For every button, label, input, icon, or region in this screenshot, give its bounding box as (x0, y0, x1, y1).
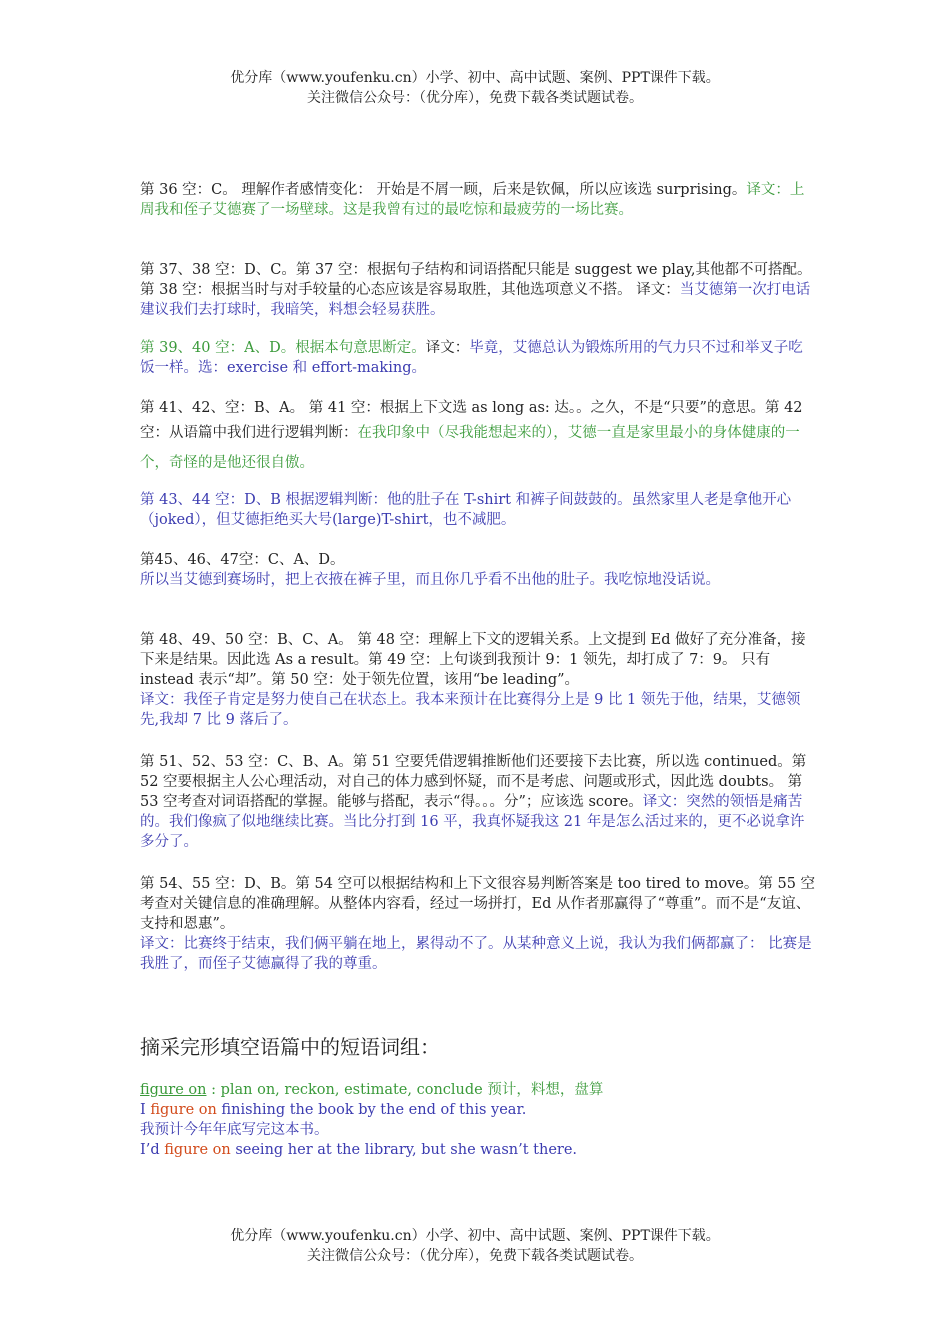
analysis-text: 第 48、49、50 空：B、C、A。 第 48 空：理解上下文的逻辑关系。上文提到 Ed 做好了充分准备，接下来是结果。因此选 As a result。第 49 空：上句谈到我预计 9：1 领先，却打成了 7：9。 只有 instead 表示“却”。第 50 空：处于领先位置，该用“be leading”。 (140, 632, 806, 688)
paragraph-43-44 (140, 490, 816, 530)
phrase-definition-line (140, 1080, 816, 1100)
example-1-translation: 我预计今年年底写完这本书。 (140, 1122, 329, 1138)
example-1-keyword: figure on (150, 1102, 217, 1118)
translation-text: 毕竟，艾德总认为锻炼所用的气力只不过和举叉子吃饭一样。选：exercise 和 effort-making。 (140, 340, 803, 376)
example-2-keyword: figure on (164, 1142, 231, 1158)
phrase-term: figure on (140, 1082, 207, 1098)
translation-label: 译文： (425, 340, 470, 356)
example-2-suffix: seeing her at the library, but she wasn’t there. (230, 1142, 578, 1158)
header-line-2: 关注微信公众号：（优分库），免费下载各类试题试卷。 (307, 90, 643, 106)
paragraph-36 (140, 180, 816, 220)
footer-line-1: 优分库（www.youfenku.cn）小学、初中、高中试题、案例、PPT课件下载。 (230, 1228, 720, 1244)
analysis-text: 第 43、44 空：D、B 根据逻辑判断： (140, 492, 388, 508)
analysis-text: 第 41、42、空：B、A。 第 41 空：根据上下文选 as long as: 达。。之久，不是“只要”的意思。第 42 空：从语篇中我们进行逻辑判断： (140, 400, 803, 441)
example-1-suffix: finishing the book by the end of this year. (216, 1102, 527, 1118)
paragraph-45-47 (140, 550, 816, 590)
phrase-definition: : plan on, reckon, estimate, conclude 预计，料想，盘算 (206, 1082, 604, 1098)
paragraph-41-42 (140, 398, 816, 478)
translation-text: 在我印象中（尽我能想起来的），艾德一直是家里最小的身体健康的一个，奇怪的是他还很自傲。 (140, 425, 800, 471)
analysis-text: 第 51、52、53 空：C、B、A。第 51 空要凭借逻辑推断他们还要接下去比赛，所以选 continued。第 52 空要根据主人公心理活动，对自己的体力感到怀疑，而不是考虑、问题或形式，因此选 doubts。 第 53 空考查对词语搭配的掌握。能够与搭配，表示“得。。。分”；应该选 score。 (140, 754, 807, 810)
analysis-text: 第 39、40 空：A、D。根据本句意思断定。 (140, 340, 426, 356)
analysis-text: 第45、46、47空：C、A、D。 (140, 552, 345, 568)
example-1 (140, 1100, 816, 1120)
translation-text: 所以当艾德到赛场时，把上衣掖在裤子里，而且你几乎看不出他的肚子。我吃惊地没话说。 (140, 572, 720, 588)
translation-text: 译文：突然的领悟是痛苦的。我们像疯了似地继续比赛。当比分打到 16 平，我真怀疑我这 21 年是怎么活过来的，更不必说拿许多分了。 (140, 794, 805, 850)
section-title: 摘采完形填空语篇中的短语词组： (140, 1035, 440, 1059)
translation-text: 译文：上周我和侄子艾德赛了一场壁球。这是我曾有过的最吃惊和最疲劳的一场比赛。 (140, 182, 805, 218)
paragraph-39-40 (140, 338, 816, 378)
example-2 (140, 1140, 816, 1160)
translation-text: 他的肚子在 T-shirt 和裤子间鼓鼓的。虽然家里人老是拿他开心（joked），但艾德拒绝买大号(large)T-shirt，也不减肥。 (140, 492, 792, 528)
phrase-block (140, 1080, 816, 1160)
footer-line-2: 关注微信公众号：（优分库），免费下载各类试题试卷。 (307, 1248, 643, 1264)
analysis-text: 第 37、38 空：D、C。第 37 空：根据句子结构和词语搭配只能是 suggest we play,其他都不可搭配。第 38 空：根据当时与对手较量的心态应该是容易取胜，其他选项意义不搭。 译文： (140, 262, 812, 298)
example-2-prefix: I’d (140, 1142, 165, 1158)
translation-text: 当艾德第一次打电话建议我们去打球时，我暗笑，料想会轻易获胜。 (140, 282, 811, 318)
paragraph-48-50 (140, 630, 816, 730)
paragraph-37-38 (140, 260, 816, 320)
example-1-prefix: I (140, 1102, 151, 1118)
page-header (0, 68, 950, 108)
header-line-1: 优分库（www.youfenku.cn）小学、初中、高中试题、案例、PPT课件下载。 (230, 70, 720, 86)
page-footer (0, 1226, 950, 1266)
analysis-text: 第 36 空：C。 理解作者感情变化： 开始是不屑一顾，后来是钦佩，所以应该选 surprising。 (140, 182, 747, 198)
paragraph-51-53 (140, 752, 816, 852)
paragraph-54-55 (140, 874, 816, 974)
analysis-text: 第 54、55 空：D、B。第 54 空可以根据结构和上下文很容易判断答案是 too tired to move。第 55 空考查对关键信息的准确理解。从整体内容看，经过一场拼打，Ed 从作者那赢得了“尊重”。而不是“友谊、支持和恩惠”。 (140, 876, 816, 932)
translation-text: 译文：我侄子肯定是努力使自己在状态上。我本来预计在比赛得分上是 9 比 1 领先于他，结果，艾德领先,我却 7 比 9 落后了。 (140, 692, 801, 728)
translation-text: 译文：比赛终于结束，我们俩平躺在地上，累得动不了。从某种意义上说，我认为我们俩都赢了： 比赛是我胜了，而侄子艾德赢得了我的尊重。 (140, 936, 812, 972)
